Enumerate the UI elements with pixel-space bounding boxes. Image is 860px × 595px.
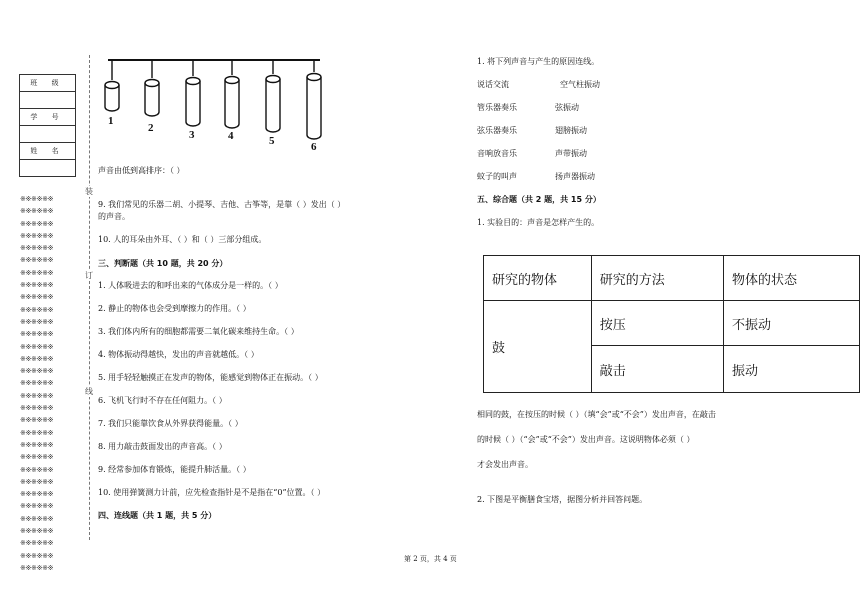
number-field[interactable] xyxy=(20,126,76,143)
match-left-5: 蚊子的叫声 xyxy=(477,172,517,181)
class-label: 班 级 xyxy=(20,75,76,92)
star-row: ※※※※※※ xyxy=(20,403,54,413)
judge-item-5: 5. 用手轻轻触摸正在发声的物体，能感觉到物体正在振动。（ ） xyxy=(98,373,323,382)
table-header-method: 研究的方法 xyxy=(591,256,723,301)
match-title: 1. 将下列声音与产生的原因连线。 xyxy=(477,57,600,66)
star-row: ※※※※※※ xyxy=(20,366,54,376)
star-row: ※※※※※※ xyxy=(20,255,54,265)
test-tubes-figure xyxy=(98,52,338,152)
star-row: ※※※※※※ xyxy=(20,292,54,302)
match-right-5: 扬声器振动 xyxy=(555,172,595,181)
match-right-3: 翅膀振动 xyxy=(555,126,587,135)
star-row: ※※※※※※ xyxy=(20,353,54,363)
star-row: ※※※※※※ xyxy=(20,206,54,216)
table-header-state: 物体的状态 xyxy=(723,256,859,301)
judge-item-4: 4. 物体振动得越快，发出的声音就越低。（ ） xyxy=(98,350,259,359)
star-row: ※※※※※※ xyxy=(20,194,54,203)
star-row: ※※※※※※ xyxy=(20,501,54,511)
section4-heading: 四、连线题（共 1 题，共 5 分） xyxy=(98,511,217,520)
match-right-2: 弦振动 xyxy=(555,103,579,112)
star-row: ※※※※※※ xyxy=(20,243,54,253)
star-row: ※※※※※※ xyxy=(20,218,54,228)
table-state-press: 不振动 xyxy=(723,301,859,346)
star-row: ※※※※※※ xyxy=(20,280,54,290)
binding-char-zhuang: 装 xyxy=(85,187,93,196)
star-row: ※※※※※※ xyxy=(20,415,54,425)
star-row: ※※※※※※ xyxy=(20,439,54,449)
name-label: 姓 名 xyxy=(20,143,76,160)
table-state-knock: 振动 xyxy=(723,346,859,393)
star-row: ※※※※※※ xyxy=(20,316,54,326)
match-left-1: 说话交流 xyxy=(477,80,509,89)
star-row: ※※※※※※ xyxy=(20,513,54,523)
star-row: ※※※※※※ xyxy=(20,267,54,277)
q9-line2: 的声音。 xyxy=(98,212,130,221)
experiment-table xyxy=(483,255,860,393)
fill-line-2: 的时候（ ）（“会”或“不会”）发出声音。这说明物体必须（ ） xyxy=(477,435,695,444)
star-row: ※※※※※※ xyxy=(20,526,54,536)
q10-text: 10. 人的耳朵由外耳、（ ）和（ ）三部分组成。 xyxy=(98,235,267,244)
tube-label-1: 1 xyxy=(108,115,114,127)
star-row: ※※※※※※ xyxy=(20,476,54,486)
class-field[interactable] xyxy=(20,92,76,109)
fill-line-1: 相同的鼓，在按压的时候（ ）（填“会”或“不会”）发出声音，在敲击 xyxy=(477,410,716,419)
tube-label-5: 5 xyxy=(269,135,275,147)
star-row: ※※※※※※ xyxy=(20,329,54,339)
tube-label-4: 4 xyxy=(228,130,234,142)
tube-label-2: 2 xyxy=(148,122,154,134)
q8-order-text: 声音由低到高排序：（ ） xyxy=(98,166,185,175)
star-row: ※※※※※※ xyxy=(20,464,54,474)
judge-item-1: 1. 人体吸进去的和呼出来的气体成分是一样的。（ ） xyxy=(98,281,283,290)
section3-heading: 三、判断题（共 10 题，共 20 分） xyxy=(98,259,228,268)
star-row: ※※※※※※ xyxy=(20,427,54,437)
match-right-4: 声带振动 xyxy=(555,149,587,158)
judge-item-3: 3. 我们体内所有的细胞都需要二氧化碳来维持生命。（ ） xyxy=(98,327,299,336)
q9-line1: 9. 我们常见的乐器二胡、小提琴、吉他、古筝等，是靠（ ）发出（ ） xyxy=(98,200,346,209)
star-row: ※※※※※※ xyxy=(20,538,54,548)
student-info-table xyxy=(19,74,76,177)
table-header-object: 研究的物体 xyxy=(484,256,592,301)
tube-label-3: 3 xyxy=(189,129,195,141)
binding-line xyxy=(89,55,90,540)
judge-item-6: 6. 飞机飞行时不存在任何阻力。（ ） xyxy=(98,396,227,405)
judge-item-7: 7. 我们只能靠饮食从外界获得能量。（ ） xyxy=(98,419,243,428)
fill-line-3: 才会发出声音。 xyxy=(477,460,533,469)
star-row: ※※※※※※ xyxy=(20,489,54,499)
star-row: ※※※※※※ xyxy=(20,341,54,351)
page-footer: 第 2 页，共 4 页 xyxy=(404,555,457,563)
q2-text: 2. 下图是平衡膳食宝塔，据图分析并回答问题。 xyxy=(477,495,648,504)
binding-char-ding: 订 xyxy=(85,271,93,280)
star-row: ※※※※※※ xyxy=(20,550,54,560)
tube-label-6: 6 xyxy=(311,141,317,152)
star-row: ※※※※※※ xyxy=(20,562,54,572)
match-left-3: 弦乐器奏乐 xyxy=(477,126,517,135)
match-right-1: 空气柱振动 xyxy=(560,80,600,89)
star-row: ※※※※※※ xyxy=(20,304,54,314)
seal-pattern xyxy=(20,193,80,574)
star-row: ※※※※※※ xyxy=(20,378,54,388)
star-row: ※※※※※※ xyxy=(20,452,54,462)
experiment-goal: 1. 实验目的：声音是怎样产生的。 xyxy=(477,218,600,227)
judge-item-8: 8. 用力敲击鼓面发出的声音高。（ ） xyxy=(98,442,227,451)
name-field[interactable] xyxy=(20,160,76,177)
star-row: ※※※※※※ xyxy=(20,390,54,400)
match-left-2: 管乐器奏乐 xyxy=(477,103,517,112)
match-left-4: 音响放音乐 xyxy=(477,149,517,158)
table-object-drum: 鼓 xyxy=(484,301,592,393)
number-label: 学 号 xyxy=(20,109,76,126)
judge-item-2: 2. 静止的物体也会受到摩擦力的作用。（ ） xyxy=(98,304,251,313)
binding-char-xian: 线 xyxy=(85,387,93,396)
judge-item-10: 10. 使用弹簧测力计前，应先检查指针是不是指在“0”位置。（ ） xyxy=(98,488,326,497)
star-row: ※※※※※※ xyxy=(20,230,54,240)
table-method-press: 按压 xyxy=(591,301,723,346)
judge-item-9: 9. 经常参加体育锻炼，能提升肺活量。（ ） xyxy=(98,465,251,474)
section5-heading: 五、综合题（共 2 题，共 15 分） xyxy=(477,195,601,204)
table-method-knock: 敲击 xyxy=(591,346,723,393)
